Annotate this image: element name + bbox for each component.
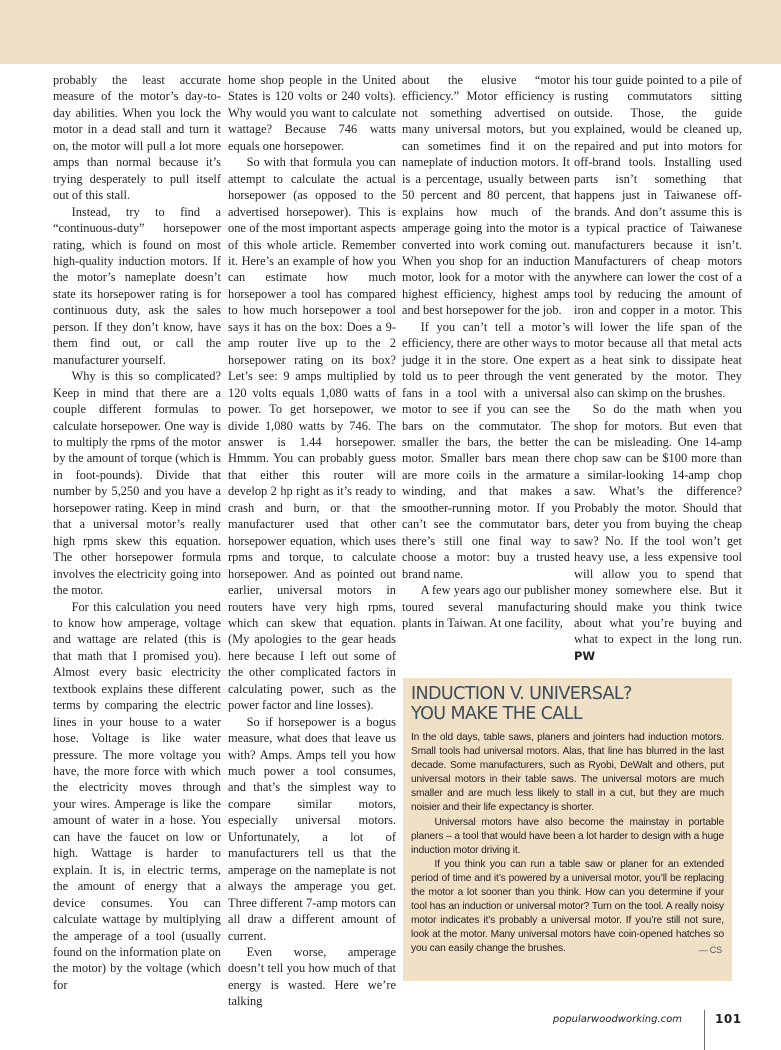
paragraph: If you can’t tell a motor’s efficiency, there are other ways to judge it in the store. One expert told us to peer through the vent fans in a tool with a universal motor to see if you can see the bars on the commutator. The smaller the bars, the better the motor. Smaller bars mean there are more coils in the armature winding, and that makes a smoother-running motor. If you can’t see the commutator bars, there’s still one final way to choose a motor: buy a trusted brand name. xyxy=(402,319,570,581)
paragraph: Instead, try to find a “continuous-duty” horsepower rating, which is found on most high-quality induction motors. If the motor’s nameplate doesn’t state its horsepower rating is for continuous duty, ask the sales person. If they don’t know, have them find out, or call the manufacturer yourself. xyxy=(53,204,221,367)
page-number: 101 xyxy=(715,1012,742,1026)
end-mark: PW xyxy=(574,648,596,663)
sidebar-box xyxy=(403,678,732,981)
sidebar-title-line-1: INDUCTION V. UNIVERSAL? xyxy=(411,684,632,704)
paragraph: about the elusive “motor efficiency.” Motor efficiency is not something advertised on many universal motors, but you can sometimes find it on the nameplate of induction motors. It is a percentage, usually between 50 percent and 80 percent, that explains how much of the amperage going into the motor is converted into work coming out. When you shop for an induction motor, look for a motor with the highest efficiency, highest amps and best horsepower for the job. xyxy=(402,73,570,318)
footer-divider xyxy=(704,1010,705,1050)
page-footer xyxy=(552,1010,760,1050)
article-column-3 xyxy=(402,72,570,631)
article-column-1 xyxy=(53,72,221,993)
paragraph: probably the least accurate measure of the motor’s day-to-day abilities. When you lock the motor in a dead stall and turn it on, the motor will pull a lot more amps than normal because it’s trying desperately to pull itself out of this stall. xyxy=(53,73,221,203)
sidebar-title xyxy=(411,684,724,724)
article-column-4 xyxy=(574,72,742,664)
paragraph-text: So do the math when you shop for motors. But even that can be misleading. One 14-amp chop saw can be $100 more than a similar-looking 14-amp chop saw. What’s the difference? Probably the motor. Should that deter you from buying the cheap saw? No. If the tool won’t get heavy use, a less expensive tool will allow you to spend that money somewhere else. But it should make you think twice about what you’re buying and what to expect in the long run. xyxy=(574,402,742,647)
paragraph: A few years ago our publisher toured several manufacturing plants in Taiwan. At one facility, xyxy=(402,583,570,630)
sidebar-paragraph: Universal motors have also become the mainstay in portable planers – a tool that would have been a lot harder to design with a huge induction motor driving it. xyxy=(411,816,724,856)
header-color-band xyxy=(0,0,781,64)
paragraph: So with that formula you can attempt to calculate the actual horsepower (as opposed to the advertised horsepower). This is one of the most important aspects of this whole article. Remember it. Here’s an example of how you can estimate how much horsepower a tool has compared to how much horsepower a tool says it has on the box: Does a 9-amp router live up to the 2 horsepower rating on its box? Let’s see: 9 amps multiplied by 120 volts equals 1,080 watts of power. To get horsepower, we divide 1,080 watts by 746. The answer is 1.44 horsepower. Hmmm. You can probably guess that either this router will develop 2 hp right as it’s ready to crash and burn, or that the manufacturer used that other horsepower equation, which uses rpms and torque, to calculate horsepower. And as pointed out earlier, universal motors in routers have very high rpms, which can skew that equation. (My apologies to the gear heads here because I left out some of the other complicated factors in calculating power, such as the power factor and line losses). xyxy=(228,155,396,713)
paragraph xyxy=(574,401,742,664)
paragraph: For this calculation you need to know how amperage, voltage and wattage are related (this is that math that I promised you). Almost every basic electricity textbook explains these different terms by comparing the electric lines in your house to a water hose. Voltage is like water pressure. The more voltage you have, the more force with which the electricity moves through your wires. Amperage is like the amount of water in a hose. You can have the faucet on low or high. Wattage is harder to explain. It is, in electric terms, the amount of energy that a device consumes. You can calculate wattage by multiplying the amperage of a tool (usually found on the information plate on the motor) by the voltage (which for xyxy=(53,599,221,992)
sidebar-title-line-2: YOU MAKE THE CALL xyxy=(411,704,583,724)
sidebar-body xyxy=(411,731,724,957)
article-column-2 xyxy=(228,72,396,1010)
sidebar-paragraph: If you think you can run a table saw or planer for an extended period of time and it’s powered by a universal motor, you’ll be replacing the motor a lot sooner than you think. How can you determine if your tool has an induction or universal motor? Turn on the tool. A really noisy motor indicates it’s probably a universal motor. If you’re still not sure, look at the motor. Many universal motors have coin-opened hatches so you can easily change the brushes. xyxy=(411,858,724,955)
paragraph: Even worse, amperage doesn’t tell you how much of that energy is wasted. Here we’re talking xyxy=(228,945,396,1009)
paragraph: his tour guide pointed to a pile of rusting commutators sitting outside. Those, the guide explained, would be cleaned up, repaired and put into motors for off-brand tools. Installing used parts isn’t something that happens just in Taiwanese off-brands. And don’t assume this is a typical practice of Taiwanese manufacturers because it isn’t. Manufacturers of cheap motors anywhere can lower the cost of a tool by reducing the amount of iron and copper in a motor. This will lower the life span of the motor because all that metal acts as a heat sink to dissipate heat generated by the motor. They also can skimp on the brushes. xyxy=(574,73,742,400)
footer-url: popularwoodworking.com xyxy=(552,1014,682,1025)
paragraph: Why is this so complicated? Keep in mind that there are a couple different formulas to calculate horsepower. One way is to multiply the rpms of the motor by the amount of torque (which is in foot-pounds). Divide that number by 5,250 and you have a horsepower rating. Keep in mind that a universal motor’s really high rpms skew this equation. The other horsepower formula involves the electricity going into the motor. xyxy=(53,369,221,598)
sidebar-paragraph: In the old days, table saws, planers and jointers had induction motors. Small tools had universal motors. Alas, that line has blurred in the last decade. Some manufacturers, such as Ryobi, DeWalt and others, put universal motors in their table saws. The universal motors are much smaller and are much less likely to stall in a cut, but they are much noisier and their life expectancy is shorter. xyxy=(411,732,724,814)
paragraph: So if horsepower is a bogus measure, what does that leave us with? Amps. Amps tell you how much power a tool consumes, and that’s the simplest way to compare similar motors, especially universal motors. Unfortunately, a lot of manufacturers tell us that the amperage on the nameplate is not always the amperage you get. Three different 7-amp motors can all draw a different amount of current. xyxy=(228,714,396,943)
paragraph: home shop people in the United States is 120 volts or 240 volts). Why would you want to calculate wattage? Because 746 watts equals one horsepower. xyxy=(228,73,396,153)
sidebar-signature: — CS xyxy=(698,944,722,955)
